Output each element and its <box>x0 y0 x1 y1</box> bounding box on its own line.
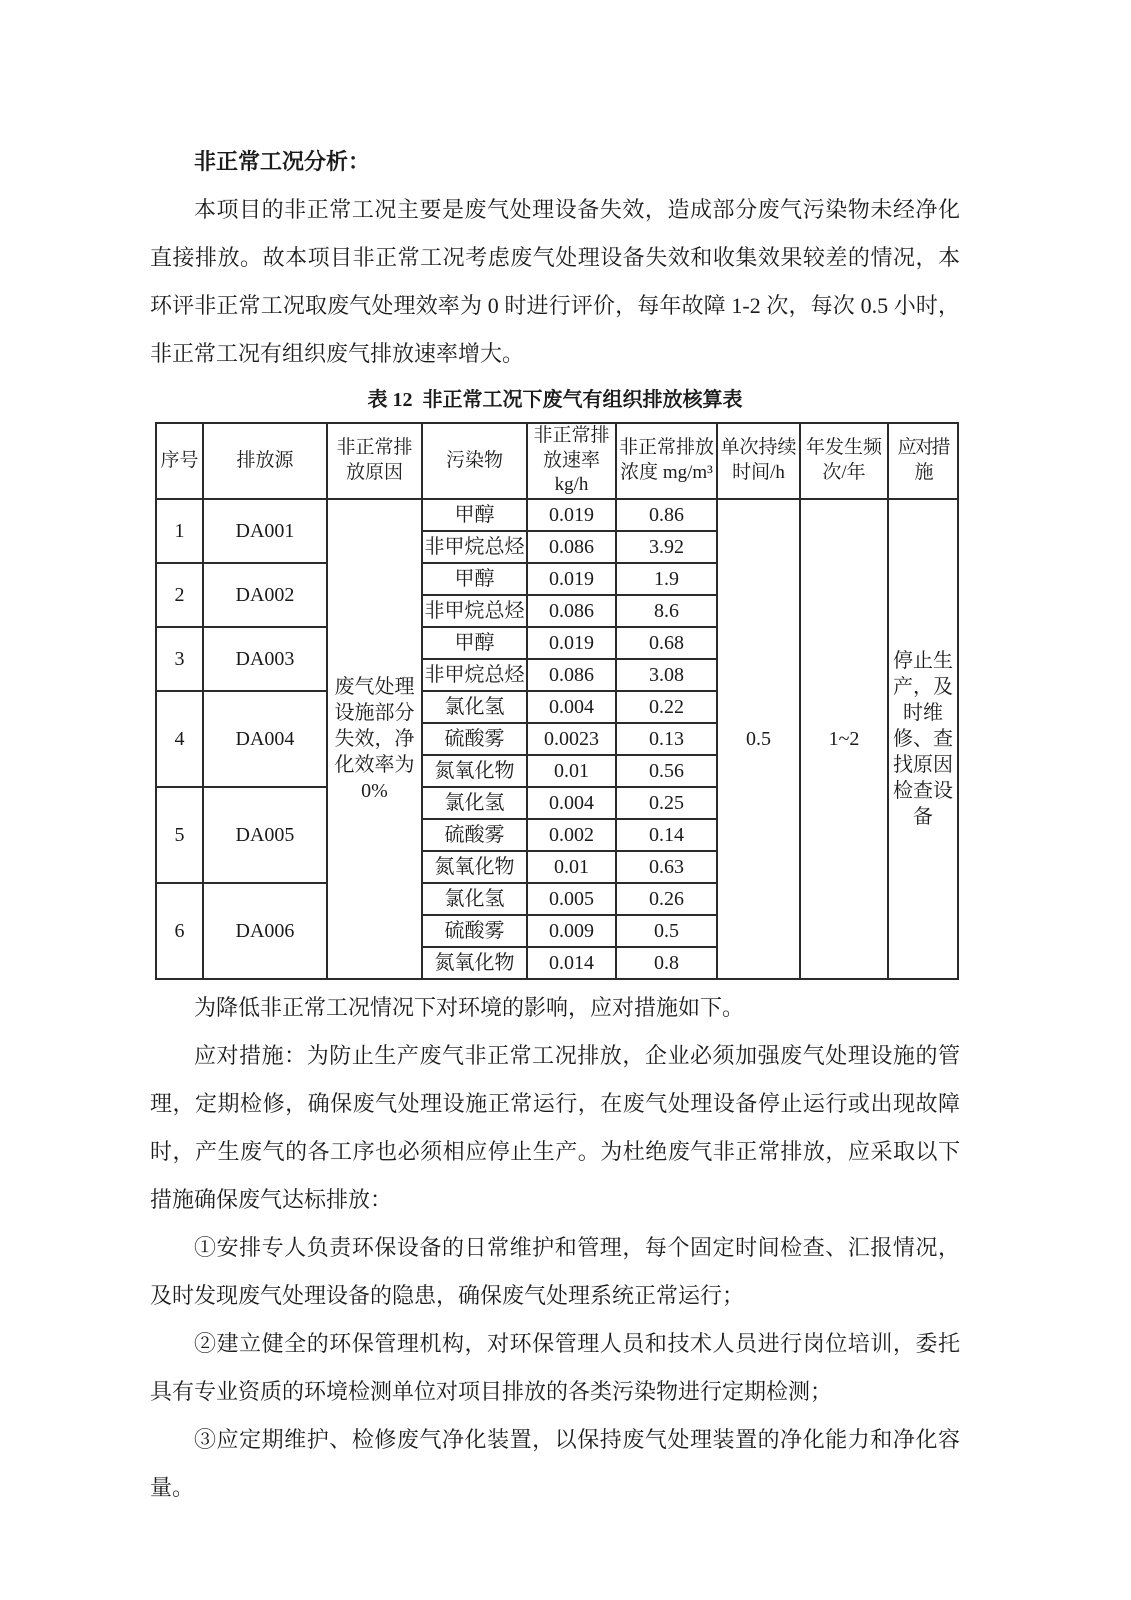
paragraph-intro: 本项目的非正常工况主要是废气处理设备失效，造成部分废气污染物未经净化直接排放。故本项目非正常工况考虑废气处理设备失效和收集效果较差的情况，本环评非正常工况取废气处理效率为 0 时进行评价，每年故障 1-2 次，每次 0.5 小时，非正常工况有组织废气排放速率增大。 <box>150 197 960 366</box>
concentration-cell: 0.63 <box>616 851 717 883</box>
reason-cell: 废气处理设施部分失效，净化效率为 0% <box>327 499 422 979</box>
rate-cell: 0.086 <box>527 595 616 627</box>
concentration-cell: 0.25 <box>616 787 717 819</box>
rate-cell: 0.019 <box>527 627 616 659</box>
table-row <box>156 499 958 531</box>
pollutant-cell: 非甲烷总烃 <box>422 531 527 563</box>
concentration-cell: 3.08 <box>616 659 717 691</box>
rate-cell: 0.019 <box>527 563 616 595</box>
concentration-cell: 0.22 <box>616 691 717 723</box>
paragraph-item-1: ①安排专人负责环保设备的日常维护和管理，每个固定时间检查、汇报情况，及时发现废气处理设备的隐患，确保废气处理系统正常运行； <box>150 1235 960 1309</box>
pollutant-cell: 氮氧化物 <box>422 851 527 883</box>
section-heading: 非正常工况分析： <box>194 149 371 174</box>
column-header-reason: 非正常排放原因 <box>327 423 422 499</box>
pollutant-cell: 氯化氢 <box>422 787 527 819</box>
concentration-cell: 0.14 <box>616 819 717 851</box>
row-number-cell: 1 <box>156 499 203 563</box>
duration-cell: 0.5 <box>717 499 800 979</box>
concentration-cell: 1.9 <box>616 563 717 595</box>
row-number-cell: 4 <box>156 691 203 787</box>
column-header-concentration: 非正常排放浓度 mg/m³ <box>616 423 717 499</box>
column-header-pollutant: 污染物 <box>422 423 527 499</box>
row-number-cell: 5 <box>156 787 203 883</box>
paragraph-measures: 应对措施：为防止生产废气非正常工况排放，企业必须加强废气处理设施的管理，定期检修，确保废气处理设施正常运行，在废气处理设备停止运行或出现故障时，产生废气的各工序也必须相应停止生产。为杜绝废气非正常排放，应采取以下措施确保废气达标排放： <box>150 1043 960 1213</box>
pollutant-cell: 氯化氢 <box>422 883 527 915</box>
row-number-cell: 2 <box>156 563 203 627</box>
rate-cell: 0.004 <box>527 787 616 819</box>
concentration-cell: 8.6 <box>616 595 717 627</box>
rate-cell: 0.01 <box>527 755 616 787</box>
column-header-rate: 非正常排放速率 kg/h <box>527 423 616 499</box>
column-header-frequency: 年发生频次/年 <box>800 423 888 499</box>
pollutant-cell: 非甲烷总烃 <box>422 595 527 627</box>
pollutant-cell: 氮氧化物 <box>422 755 527 787</box>
pollutant-cell: 硫酸雾 <box>422 819 527 851</box>
concentration-cell: 0.5 <box>616 915 717 947</box>
pollutant-cell: 硫酸雾 <box>422 915 527 947</box>
rate-cell: 0.01 <box>527 851 616 883</box>
pollutant-cell: 氯化氢 <box>422 691 527 723</box>
paragraph-item-2: ②建立健全的环保管理机构，对环保管理人员和技术人员进行岗位培训，委托具有专业资质的环境检测单位对项目排放的各类污染物进行定期检测； <box>150 1331 960 1405</box>
frequency-cell: 1~2 <box>800 499 888 979</box>
pollutant-cell: 甲醇 <box>422 563 527 595</box>
rate-cell: 0.086 <box>527 531 616 563</box>
column-header-source: 排放源 <box>203 423 327 499</box>
concentration-cell: 0.8 <box>616 947 717 979</box>
rate-cell: 0.0023 <box>527 723 616 755</box>
concentration-cell: 0.86 <box>616 499 717 531</box>
row-number-cell: 3 <box>156 627 203 691</box>
rate-cell: 0.002 <box>527 819 616 851</box>
rate-cell: 0.086 <box>527 659 616 691</box>
concentration-cell: 0.26 <box>616 883 717 915</box>
source-cell: DA006 <box>203 883 327 979</box>
source-cell: DA004 <box>203 691 327 787</box>
rate-cell: 0.005 <box>527 883 616 915</box>
rate-cell: 0.019 <box>527 499 616 531</box>
concentration-cell: 3.92 <box>616 531 717 563</box>
source-cell: DA002 <box>203 563 327 627</box>
source-cell: DA003 <box>203 627 327 691</box>
paragraph-item-3: ③应定期维护、检修废气净化装置，以保持废气处理装置的净化能力和净化容量。 <box>150 1427 960 1501</box>
rate-cell: 0.014 <box>527 947 616 979</box>
emission-table <box>155 422 959 980</box>
source-cell: DA005 <box>203 787 327 883</box>
rate-cell: 0.009 <box>527 915 616 947</box>
pollutant-cell: 硫酸雾 <box>422 723 527 755</box>
concentration-cell: 0.13 <box>616 723 717 755</box>
pollutant-cell: 甲醇 <box>422 627 527 659</box>
pollutant-cell: 非甲烷总烃 <box>422 659 527 691</box>
table-caption: 表 12 非正常工况下废气有组织排放核算表 <box>367 389 743 411</box>
pollutant-cell: 甲醇 <box>422 499 527 531</box>
source-cell: DA001 <box>203 499 327 563</box>
concentration-cell: 0.56 <box>616 755 717 787</box>
column-header-duration: 单次持续时间/h <box>717 423 800 499</box>
header-row <box>156 423 958 499</box>
column-header-measures: 应对措施 <box>888 423 958 499</box>
measures-cell: 停止生产，及时维修、查找原因检查设备 <box>888 499 958 979</box>
row-number-cell: 6 <box>156 883 203 979</box>
concentration-cell: 0.68 <box>616 627 717 659</box>
paragraph-measures-intro: 为降低非正常工况情况下对环境的影响，应对措施如下。 <box>194 995 745 1021</box>
pollutant-cell: 氮氧化物 <box>422 947 527 979</box>
column-header-no: 序号 <box>156 423 203 499</box>
rate-cell: 0.004 <box>527 691 616 723</box>
